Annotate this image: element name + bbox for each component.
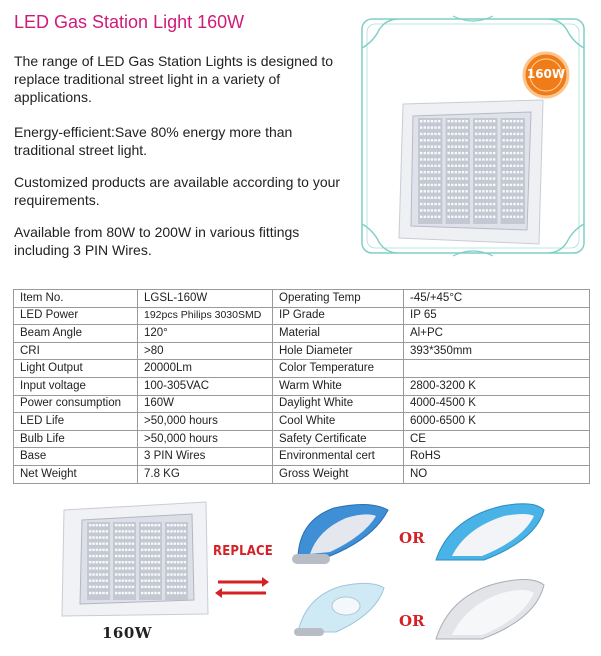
spec-value-cell: >80 [138,342,273,360]
product-photo-frame [357,14,589,258]
spec-row [14,325,590,343]
spec-row [14,413,590,431]
or-label-top: OR [399,529,425,547]
spec-label-cell: Input voltage [14,377,138,395]
intro-paragraph-range: The range of LED Gas Station Lights is designed to replace traditional street light in a variety of applications. [14,53,334,105]
spec-label-cell: Daylight White [273,395,404,413]
spec-label-cell: Net Weight [14,465,138,483]
spec-label-cell: Environmental cert [273,448,404,466]
spec-value-cell: 20000Lm [138,360,273,378]
spec-label-cell: Cool White [273,413,404,431]
spec-label-cell: Hole Diameter [273,342,404,360]
spec-row [14,448,590,466]
spec-value-cell: 160W [138,395,273,413]
spec-value-cell: >50,000 hours [138,430,273,448]
spec-value-cell: 192pcs Philips 3030SMD [138,307,273,325]
swap-arrows-icon [214,574,270,600]
spec-value-cell: 2800-3200 K [404,377,590,395]
spec-value-cell [404,360,590,378]
spec-value-cell: NO [404,465,590,483]
spec-row [14,360,590,378]
led-fixture-image [395,98,547,248]
spec-value-cell: 4000-4500 K [404,395,590,413]
product-thumbnail-label: 160W [102,624,153,642]
spec-label-cell: Warm White [273,377,404,395]
spec-label-cell: Light Output [14,360,138,378]
spec-label-cell: LED Power [14,307,138,325]
spec-label-cell: IP Grade [273,307,404,325]
spec-label-cell: Operating Temp [273,290,404,308]
spec-label-cell: Power consumption [14,395,138,413]
spec-label-cell: Material [273,325,404,343]
spec-value-cell: 7.8 KG [138,465,273,483]
spec-value-cell: 393*350mm [404,342,590,360]
intro-paragraph-availability: Available from 80W to 200W in various fittings including 3 PIN Wires. [14,224,300,258]
spec-row [14,430,590,448]
spec-row [14,395,590,413]
spec-label-cell: Bulb Life [14,430,138,448]
or-label-bottom: OR [399,612,425,630]
spec-label-cell: Base [14,448,138,466]
spec-value-cell: 100-305VAC [138,377,273,395]
spec-value-cell: 6000-6500 K [404,413,590,431]
street-light-white-2 [432,575,548,647]
spec-value-cell: RoHS [404,448,590,466]
spec-row [14,307,590,325]
spec-value-cell: LGSL-160W [138,290,273,308]
street-light-white-1 [292,578,388,640]
spec-label-cell: CRI [14,342,138,360]
spec-row [14,465,590,483]
spec-label-cell: Beam Angle [14,325,138,343]
spec-value-cell: CE [404,430,590,448]
spec-label-cell: LED Life [14,413,138,431]
intro-paragraph-efficiency: Energy-efficient:Save 80% energy more than traditional street light. [14,124,293,158]
spec-value-cell: >50,000 hours [138,413,273,431]
intro-paragraph-customized: Customized products are available according to your requirements. [14,174,341,208]
wattage-badge [521,50,571,100]
spec-value-cell: 3 PIN Wires [138,448,273,466]
spec-row [14,377,590,395]
product-thumbnail [60,500,210,618]
spec-table [13,289,590,484]
spec-row [14,290,590,308]
spec-value-cell: 120° [138,325,273,343]
spec-label-cell: Safety Certificate [273,430,404,448]
spec-value-cell: IP 65 [404,307,590,325]
replace-label: REPLACE [213,544,273,559]
spec-row [14,342,590,360]
spec-label-cell: Item No. [14,290,138,308]
wattage-badge-label: 160W [526,67,566,81]
street-light-blue-2 [430,500,548,568]
spec-label-cell: Gross Weight [273,465,404,483]
spec-value-cell: -45/+45°C [404,290,590,308]
street-light-blue-1 [290,500,392,570]
spec-label-cell: Color Temperature [273,360,404,378]
page-title: LED Gas Station Light 160W [14,12,245,32]
spec-value-cell: Al+PC [404,325,590,343]
